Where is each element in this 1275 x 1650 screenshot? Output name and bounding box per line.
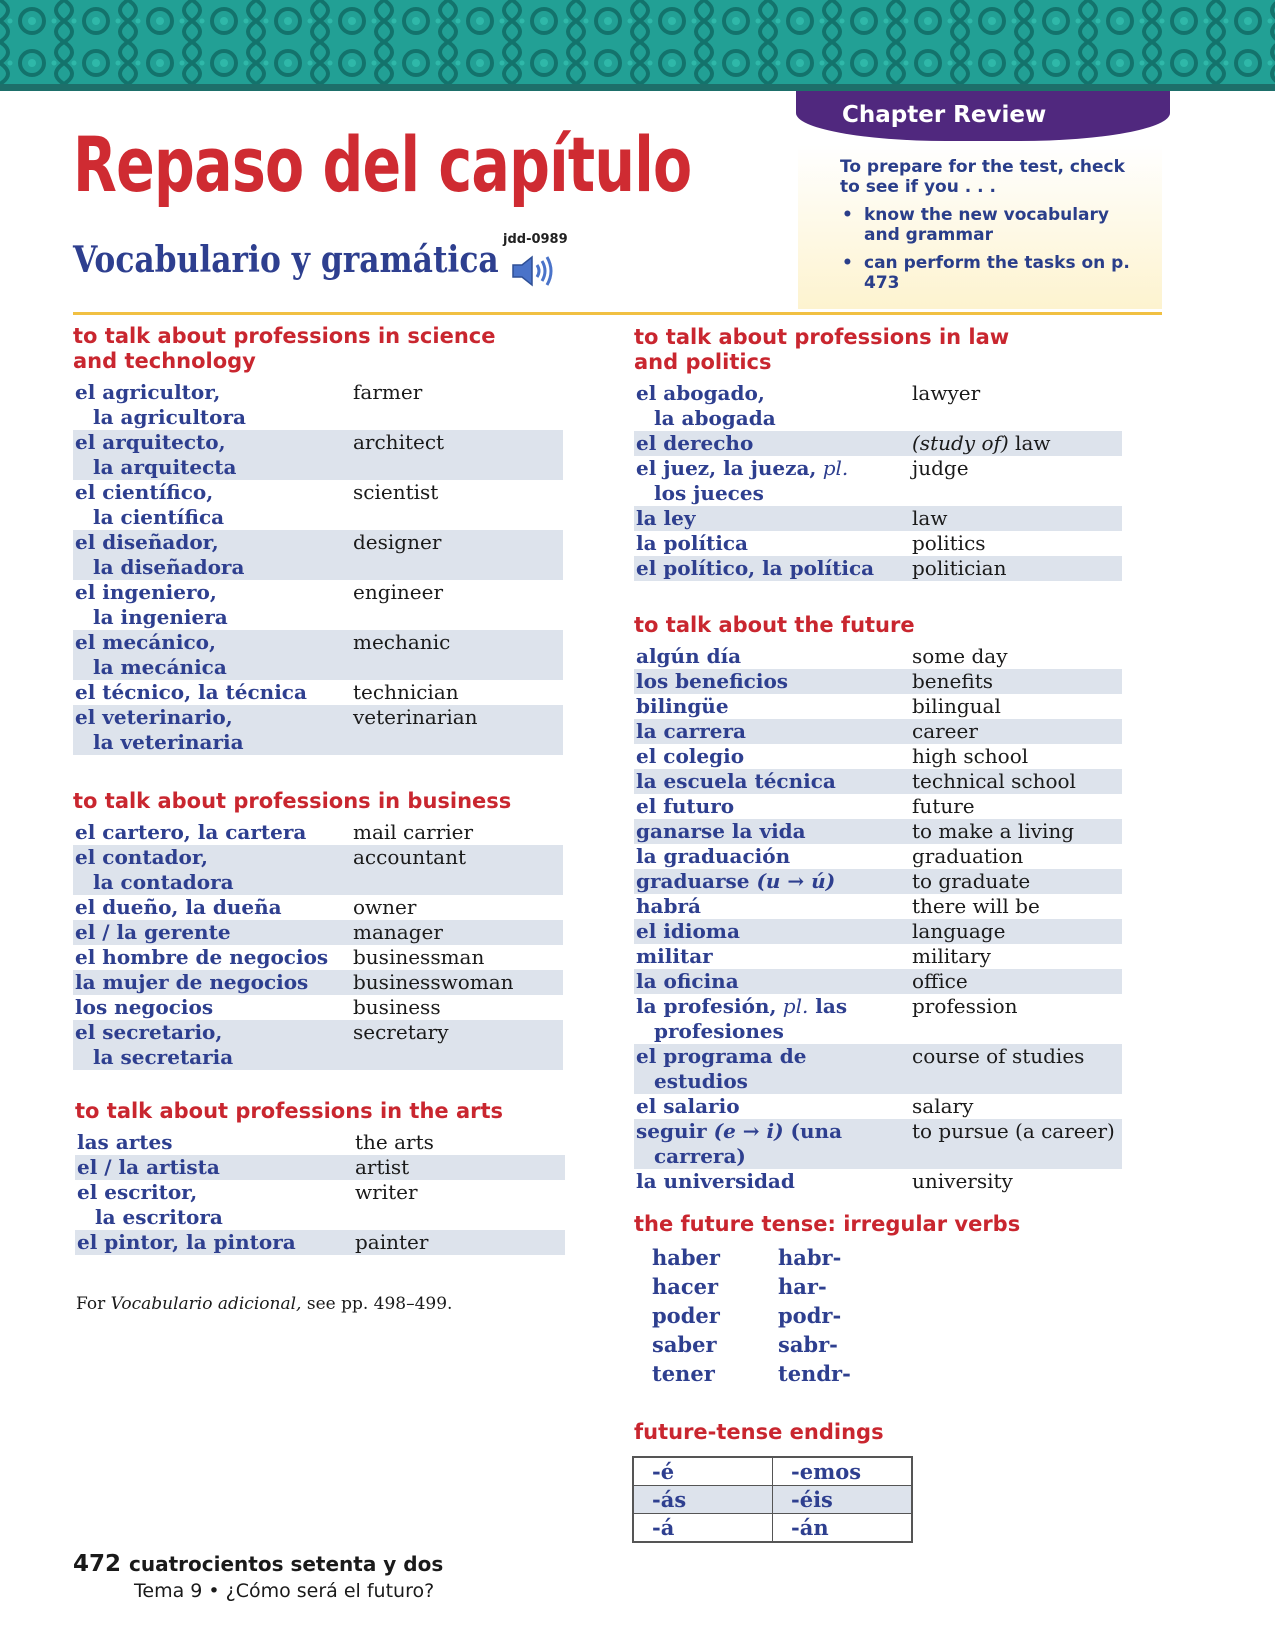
- verb-row: [652, 1301, 912, 1330]
- vocab-term: el diseñador, la diseñadora: [75, 530, 245, 579]
- section-heading: to talk about professions in business: [73, 789, 512, 813]
- vocab-term: el científico, la científica: [75, 480, 225, 529]
- page-number: 472: [73, 1551, 122, 1577]
- vocab-row: [634, 844, 1122, 869]
- endings-row: [633, 1486, 912, 1514]
- vocab-term: los beneficios: [636, 669, 789, 693]
- vocab-gloss: to pursue (a career): [912, 1119, 1115, 1143]
- vocab-gloss: bilingual: [912, 694, 1001, 718]
- vocab-gloss: office: [912, 969, 968, 993]
- vocab-term: la política: [636, 531, 749, 555]
- vocab-gloss: veterinarian: [353, 705, 478, 729]
- vocab-term: ganarse la vida: [636, 819, 806, 843]
- vocab-term: el dueño, la dueña: [75, 895, 282, 919]
- vocab-row: [634, 1044, 1122, 1094]
- vocab-gloss: businessman: [353, 945, 485, 969]
- chapter-review-tab: [796, 91, 1170, 141]
- vocab-row: [634, 531, 1122, 556]
- verb-row: [652, 1359, 912, 1388]
- vocab-term: el idioma: [636, 919, 740, 943]
- title-divider: [73, 312, 1162, 315]
- chapter-review-list: [840, 205, 1150, 301]
- vocab-term: la graduación: [636, 844, 791, 868]
- vocab-term: el pintor, la pintora: [77, 1230, 296, 1254]
- section-science: [73, 324, 563, 755]
- verb-infinitive: hacer: [652, 1274, 719, 1299]
- vocab-term: bilingüe: [636, 694, 729, 718]
- verb-stem: tendr-: [778, 1361, 851, 1386]
- vocab-term: el derecho: [636, 431, 754, 455]
- vocab-gloss: technical school: [912, 769, 1076, 793]
- vocab-gloss: secretary: [353, 1020, 449, 1044]
- vocab-row: [634, 556, 1122, 581]
- vocab-row: [73, 680, 563, 705]
- ending-plural: -án: [773, 1514, 913, 1543]
- vocab-row: [634, 919, 1122, 944]
- chapter-review-box: [798, 145, 1162, 309]
- vocab-row: [73, 845, 563, 895]
- vocab-term: algún día: [636, 644, 742, 668]
- endings-table: [632, 1456, 913, 1543]
- vocab-gloss: language: [912, 919, 1006, 943]
- vocab-gloss: military: [912, 944, 991, 968]
- footnote: For Vocabulario adicional, see pp. 498–499.: [76, 1294, 453, 1314]
- vocab-gloss: to graduate: [912, 869, 1031, 893]
- vocab-row: [75, 1130, 565, 1155]
- page-title: Repaso del capítulo: [73, 120, 692, 209]
- vocab-term: el / la gerente: [75, 920, 231, 944]
- chapter-review-item: • know the new vocabulary and grammar: [842, 205, 1109, 245]
- vocab-row: [73, 705, 563, 755]
- vocab-row: [634, 869, 1122, 894]
- chapter-review-intro: To prepare for the test, check to see if you . . .: [840, 157, 1125, 197]
- vocab-gloss: businesswoman: [353, 970, 514, 994]
- verb-stem: har-: [778, 1274, 827, 1299]
- vocab-gloss: manager: [353, 920, 443, 944]
- vocab-row: [634, 1094, 1122, 1119]
- vocab-row: [634, 794, 1122, 819]
- vocab-term: la escuela técnica: [636, 769, 836, 793]
- vocab-row: [73, 1020, 563, 1070]
- vocab-row: [634, 669, 1122, 694]
- vocab-row: [73, 920, 563, 945]
- banner-pattern: [0, 0, 1275, 84]
- vocab-row: [634, 819, 1122, 844]
- vocab-term: el / la artista: [77, 1155, 220, 1179]
- vocab-term: el técnico, la técnica: [75, 680, 307, 704]
- vocab-term: la carrera: [636, 719, 746, 743]
- vocab-gloss: painter: [355, 1230, 429, 1254]
- vocab-row: [75, 1230, 565, 1255]
- vocab-row: [634, 431, 1122, 456]
- section-law: [634, 325, 1122, 581]
- ending-singular: -ás: [633, 1486, 773, 1514]
- vocab-gloss: business: [353, 995, 441, 1019]
- vocab-gloss: lawyer: [912, 381, 981, 405]
- vocab-gloss: course of studies: [912, 1044, 1085, 1068]
- vocab-row: [634, 744, 1122, 769]
- vocab-row: [634, 644, 1122, 669]
- vocab-row: [634, 381, 1122, 431]
- vocab-gloss: politician: [912, 556, 1007, 580]
- vocab-term: el programa de estudios: [636, 1044, 807, 1093]
- speaker-icon[interactable]: [510, 255, 558, 287]
- verb-stem: podr-: [778, 1303, 842, 1328]
- vocab-row: [75, 1155, 565, 1180]
- vocab-gloss: mechanic: [353, 630, 451, 654]
- decorative-banner: [0, 0, 1275, 91]
- vocab-gloss: writer: [355, 1180, 418, 1204]
- vocab-row: [73, 630, 563, 680]
- section-heading: to talk about professions in science and technology: [73, 324, 496, 373]
- vocab-term: graduarse (u → ú): [636, 869, 836, 893]
- page-subtitle: Vocabulario y gramática: [73, 239, 499, 281]
- vocab-term: el contador, la contadora: [75, 845, 234, 894]
- vocab-gloss: politics: [912, 531, 986, 555]
- vocab-row: [73, 430, 563, 480]
- ending-plural: -emos: [773, 1457, 913, 1486]
- vocab-term: el abogado, la abogada: [636, 381, 776, 430]
- vocab-term: el arquitecto, la arquitecta: [75, 430, 237, 479]
- vocab-gloss: owner: [353, 895, 417, 919]
- vocab-gloss: judge: [912, 456, 969, 480]
- verb-stem: habr-: [778, 1245, 842, 1270]
- verb-row: [652, 1272, 912, 1301]
- ending-plural: -éis: [773, 1486, 913, 1514]
- bullet-icon: •: [842, 253, 853, 273]
- verb-row: [652, 1330, 912, 1359]
- vocab-gloss: high school: [912, 744, 1029, 768]
- vocab-term: el ingeniero, la ingeniera: [75, 580, 228, 629]
- vocab-gloss: graduation: [912, 844, 1024, 868]
- verb-row: [652, 1243, 912, 1272]
- vocab-gloss: the arts: [355, 1130, 434, 1154]
- vocab-term: la oficina: [636, 969, 739, 993]
- vocab-term: seguir (e → i) (una carrera): [636, 1119, 843, 1168]
- chapter-review-label: Chapter Review: [842, 102, 1047, 128]
- vocab-row: [634, 894, 1122, 919]
- verb-infinitive: poder: [652, 1303, 720, 1328]
- vocab-row: [73, 820, 563, 845]
- vocab-term: el futuro: [636, 794, 735, 818]
- vocab-row: [73, 995, 563, 1020]
- vocab-gloss: to make a living: [912, 819, 1075, 843]
- vocab-term: militar: [636, 944, 713, 968]
- vocab-term: el hombre de negocios: [75, 945, 329, 969]
- section-arts: [75, 1099, 565, 1255]
- vocab-gloss: (study of) law: [912, 431, 1051, 455]
- vocab-row: [634, 456, 1122, 506]
- page-number-words: cuatrocientos setenta y dos: [129, 1552, 444, 1576]
- vocab-row: [634, 994, 1122, 1044]
- vocab-term: el escritor, la escritora: [77, 1180, 223, 1229]
- vocab-row: [73, 895, 563, 920]
- vocab-row: [73, 945, 563, 970]
- page-theme: Tema 9 • ¿Cómo será el futuro?: [134, 1580, 435, 1602]
- endings-row: [633, 1457, 912, 1486]
- vocab-row: [634, 769, 1122, 794]
- verb-infinitive: tener: [652, 1361, 715, 1386]
- section-heading: future-tense endings: [634, 1420, 884, 1444]
- vocab-gloss: artist: [355, 1155, 410, 1179]
- endings-row: [633, 1514, 912, 1543]
- vocab-term: la universidad: [636, 1169, 795, 1193]
- vocab-gloss: accountant: [353, 845, 467, 869]
- vocab-gloss: architect: [353, 430, 445, 454]
- vocab-gloss: designer: [353, 530, 442, 554]
- audio-speaker-icon[interactable]: [510, 255, 558, 291]
- vocab-gloss: some day: [912, 644, 1008, 668]
- chapter-review-item: • can perform the tasks on p. 473: [842, 253, 1130, 293]
- vocab-row: [634, 694, 1122, 719]
- vocab-row: [634, 969, 1122, 994]
- vocab-term: la mujer de negocios: [75, 970, 309, 994]
- vocab-term: el político, la política: [636, 556, 875, 580]
- vocab-row: [73, 970, 563, 995]
- verb-stem: sabr-: [778, 1332, 838, 1357]
- section-heading: the future tense: irregular verbs: [634, 1212, 1021, 1236]
- ending-singular: -é: [633, 1457, 773, 1486]
- vocab-row: [634, 506, 1122, 531]
- section-future: [634, 613, 1122, 1194]
- vocab-gloss: farmer: [353, 380, 423, 404]
- vocab-row: [634, 719, 1122, 744]
- vocab-gloss: future: [912, 794, 975, 818]
- page-footer: [73, 1551, 443, 1602]
- vocab-gloss: university: [912, 1169, 1013, 1193]
- vocab-term: la profesión, pl. las profesiones: [636, 994, 848, 1043]
- section-business: [73, 789, 563, 1070]
- vocab-gloss: career: [912, 719, 978, 743]
- vocab-gloss: technician: [353, 680, 459, 704]
- vocab-gloss: engineer: [353, 580, 444, 604]
- section-irregular-verbs: [634, 1212, 1020, 1243]
- vocab-row: [634, 944, 1122, 969]
- vocab-gloss: there will be: [912, 894, 1040, 918]
- vocab-term: el colegio: [636, 744, 745, 768]
- ending-singular: -á: [633, 1514, 773, 1543]
- vocab-gloss: benefits: [912, 669, 993, 693]
- section-heading: to talk about professions in law and politics: [634, 325, 1010, 374]
- verb-infinitive: haber: [652, 1245, 720, 1270]
- vocab-term: el mecánico, la mecánica: [75, 630, 227, 679]
- vocab-gloss: salary: [912, 1094, 974, 1118]
- vocab-term: el agricultor, la agricultora: [75, 380, 246, 429]
- vocab-row: [73, 480, 563, 530]
- vocab-row: [73, 530, 563, 580]
- vocab-term: los negocios: [75, 995, 214, 1019]
- section-heading: to talk about the future: [634, 613, 915, 637]
- bullet-icon: •: [842, 205, 853, 225]
- vocab-gloss: mail carrier: [353, 820, 474, 844]
- vocab-row: [75, 1180, 565, 1230]
- vocab-row: [73, 380, 563, 430]
- vocab-term: las artes: [77, 1130, 173, 1154]
- vocab-gloss: law: [912, 506, 948, 530]
- section-heading: to talk about professions in the arts: [75, 1099, 504, 1123]
- vocab-term: el salario: [636, 1094, 740, 1118]
- vocab-term: el cartero, la cartera: [75, 820, 307, 844]
- verb-infinitive: saber: [652, 1332, 717, 1357]
- web-code: jdd-0989: [503, 232, 568, 247]
- vocab-term: el secretario, la secretaria: [75, 1020, 234, 1069]
- section-future-endings: [634, 1420, 884, 1451]
- vocab-row: [634, 1169, 1122, 1194]
- vocab-gloss: profession: [912, 994, 1018, 1018]
- vocab-row: [634, 1119, 1122, 1169]
- vocab-row: [73, 580, 563, 630]
- vocab-term: la ley: [636, 506, 696, 530]
- irregular-verb-list: [652, 1243, 912, 1388]
- vocab-gloss: scientist: [353, 480, 439, 504]
- vocab-term: el veterinario, la veterinaria: [75, 705, 244, 754]
- vocab-term: habrá: [636, 894, 701, 918]
- vocab-term: el juez, la jueza, pl. los jueces: [636, 456, 849, 505]
